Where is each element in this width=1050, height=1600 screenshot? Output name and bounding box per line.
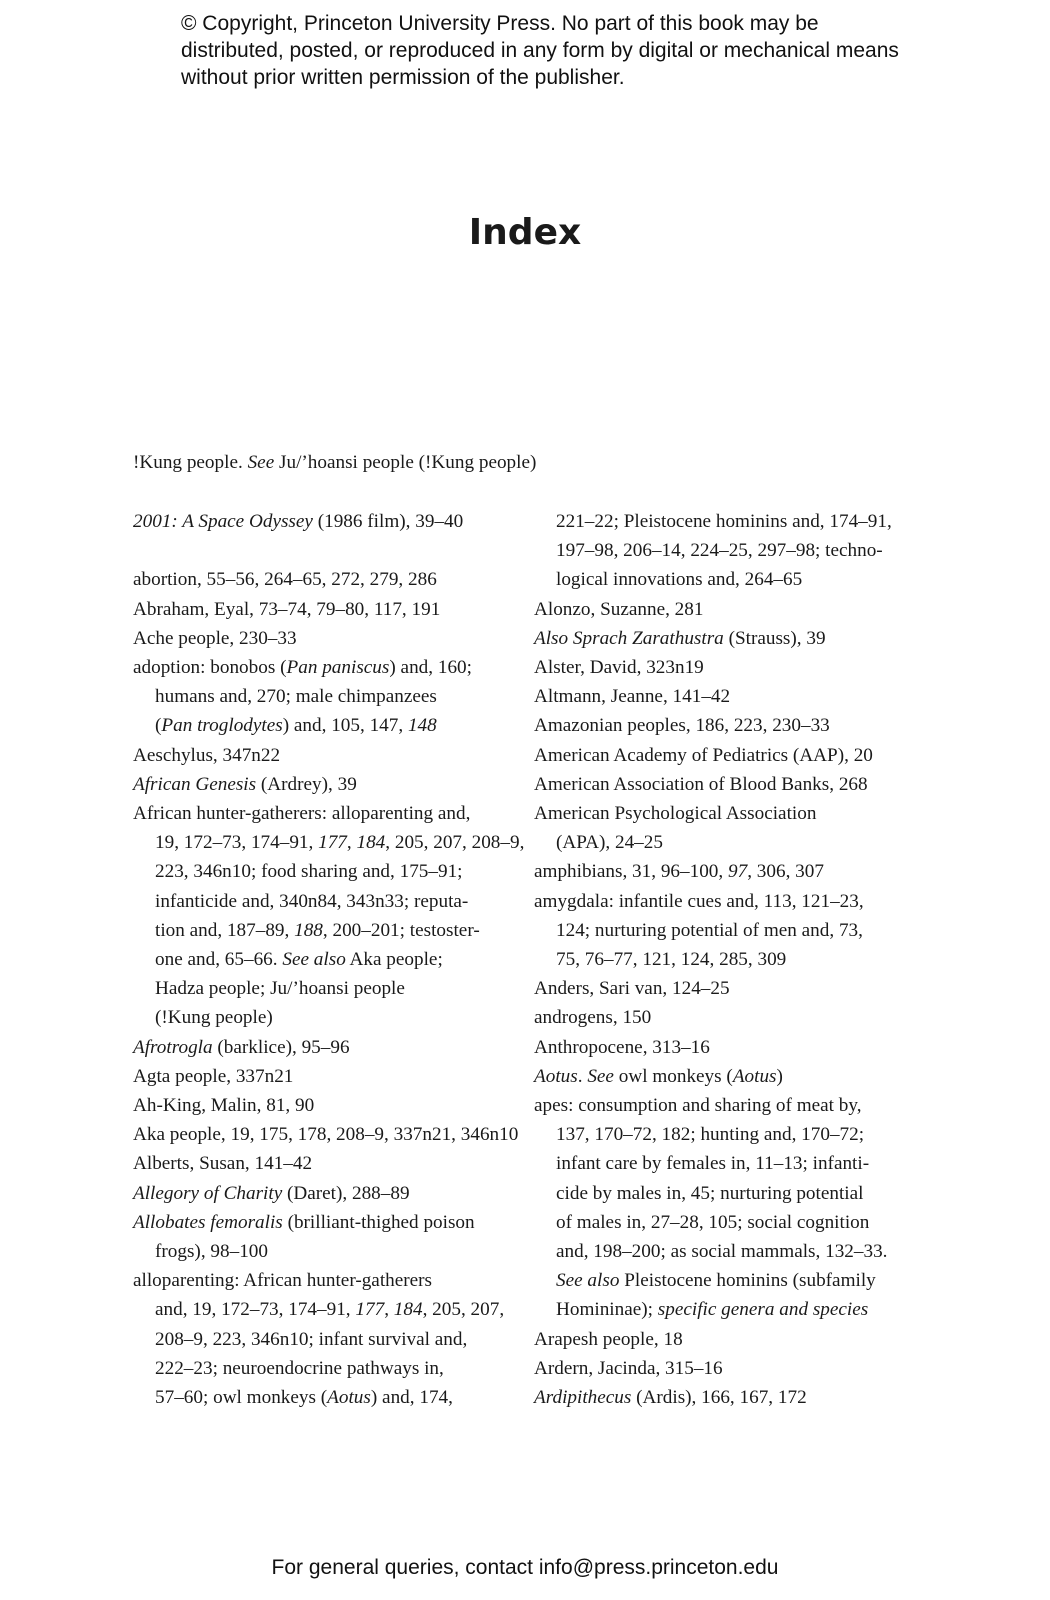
- index-entry: Afrotrogla (barklice), 95–96: [133, 1036, 350, 1058]
- index-entry: adoption: bonobos (Pan paniscus) and, 160; humans and, 270; male chimpanzees (Pan troglodytes) and, 105, 147, 148: [133, 657, 472, 737]
- index-column-right: [534, 507, 914, 1412]
- index-entry: African hunter-gatherers: alloparenting and, 19, 172–73, 174–91, 177, 184, 205, 207, 208–9, 223, 346n10; food sharing and, 175–91; infanticide and, 340n84, 343n33; reputa- tion and, 187–89, 188, 200–201; testoster- one and, 65–66. See also Aka people; Hadza people; Ju/’hoansi people (!Kung people): [133, 803, 525, 1029]
- page-title: Index: [468, 212, 582, 253]
- index-entry: 2001: A Space Odyssey (1986 film), 39–40: [133, 511, 464, 532]
- index-entry: amphibians, 31, 96–100, 97, 306, 307: [534, 861, 824, 883]
- index-entry: Aotus. See owl monkeys (Aotus): [534, 1065, 783, 1087]
- index-entry: Aeschylus, 347n22: [133, 744, 281, 766]
- index-entry: American Association of Blood Banks, 268: [534, 773, 868, 795]
- index-entry: Allegory of Charity (Daret), 288–89: [133, 1182, 410, 1204]
- index-entry: Alberts, Susan, 141–42: [133, 1153, 313, 1175]
- index-entry: Agta people, 337n21: [133, 1065, 294, 1087]
- index-column-left: [133, 507, 525, 1412]
- index-entry: Ah-King, Malin, 81, 90: [133, 1095, 315, 1117]
- copyright-notice: © Copyright, Princeton University Press. No part of this book may be distributed, posted, or reproduced in any form by digital or mechanical means without prior written permission of the publisher.: [181, 12, 899, 89]
- index-entry: Anthropocene, 313–16: [534, 1036, 710, 1058]
- index-entry: Also Sprach Zarathustra (Strauss), 39: [534, 627, 826, 649]
- index-entry: Aka people, 19, 175, 178, 208–9, 337n21, 346n10: [133, 1124, 519, 1146]
- index-entry: Abraham, Eyal, 73–74, 79–80, 117, 191: [133, 598, 441, 620]
- index-entry: Arapesh people, 18: [534, 1328, 683, 1350]
- index-entry: Amazonian peoples, 186, 223, 230–33: [534, 715, 830, 737]
- index-entry: androgens, 150: [534, 1007, 652, 1029]
- index-entry: American Psychological Association (APA), 24–25: [534, 803, 817, 854]
- index-entry-kung-people: !Kung people. See Ju/’hoansi people (!Kung people): [133, 452, 537, 473]
- index-entry: Ardipithecus (Ardis), 166, 167, 172: [534, 1387, 807, 1409]
- index-entry: Ache people, 230–33: [133, 627, 297, 649]
- index-entry: Anders, Sari van, 124–25: [534, 978, 730, 1000]
- index-entry: Alster, David, 323n19: [534, 657, 704, 679]
- index-entry: abortion, 55–56, 264–65, 272, 279, 286: [133, 569, 437, 591]
- index-entry: Alonzo, Suzanne, 281: [534, 598, 704, 620]
- index-entry-continued: 221–22; Pleistocene hominins and, 174–91, 197–98, 206–14, 224–25, 297–98; techno- logical innovations and, 264–65: [556, 511, 892, 591]
- index-entry: Altmann, Jeanne, 141–42: [534, 686, 731, 708]
- index-entry: alloparenting: African hunter-gatherers and, 19, 172–73, 174–91, 177, 184, 205, 207, 208–9, 223, 346n10; infant survival and, 222–23; neuroendocrine pathways in, 57–60; owl monkeys (Aotus) and, 174,: [133, 1270, 505, 1409]
- index-entry: apes: consumption and sharing of meat by, 137, 170–72, 182; hunting and, 170–72; infant care by females in, 11–13; infanti- cide by males in, 45; nurturing potential of males in, 27–28, 105; social cognition and, 198–200; as social mammals, 132–33. See also Pleistocene hominins (subfamily Homininae); specific genera and species: [534, 1095, 888, 1321]
- index-entry: African Genesis (Ardrey), 39: [133, 773, 357, 795]
- index-entry: Allobates femoralis (brilliant-thighed poison frogs), 98–100: [133, 1211, 475, 1263]
- index-entry: Ardern, Jacinda, 315–16: [534, 1357, 723, 1379]
- footer-contact: For general queries, contact info@press.princeton.edu: [271, 1556, 779, 1579]
- index-entry: American Academy of Pediatrics (AAP), 20: [534, 744, 873, 766]
- index-entry: amygdala: infantile cues and, 113, 121–23, 124; nurturing potential of men and, 73, 75, 76–77, 121, 124, 285, 309: [534, 890, 864, 971]
